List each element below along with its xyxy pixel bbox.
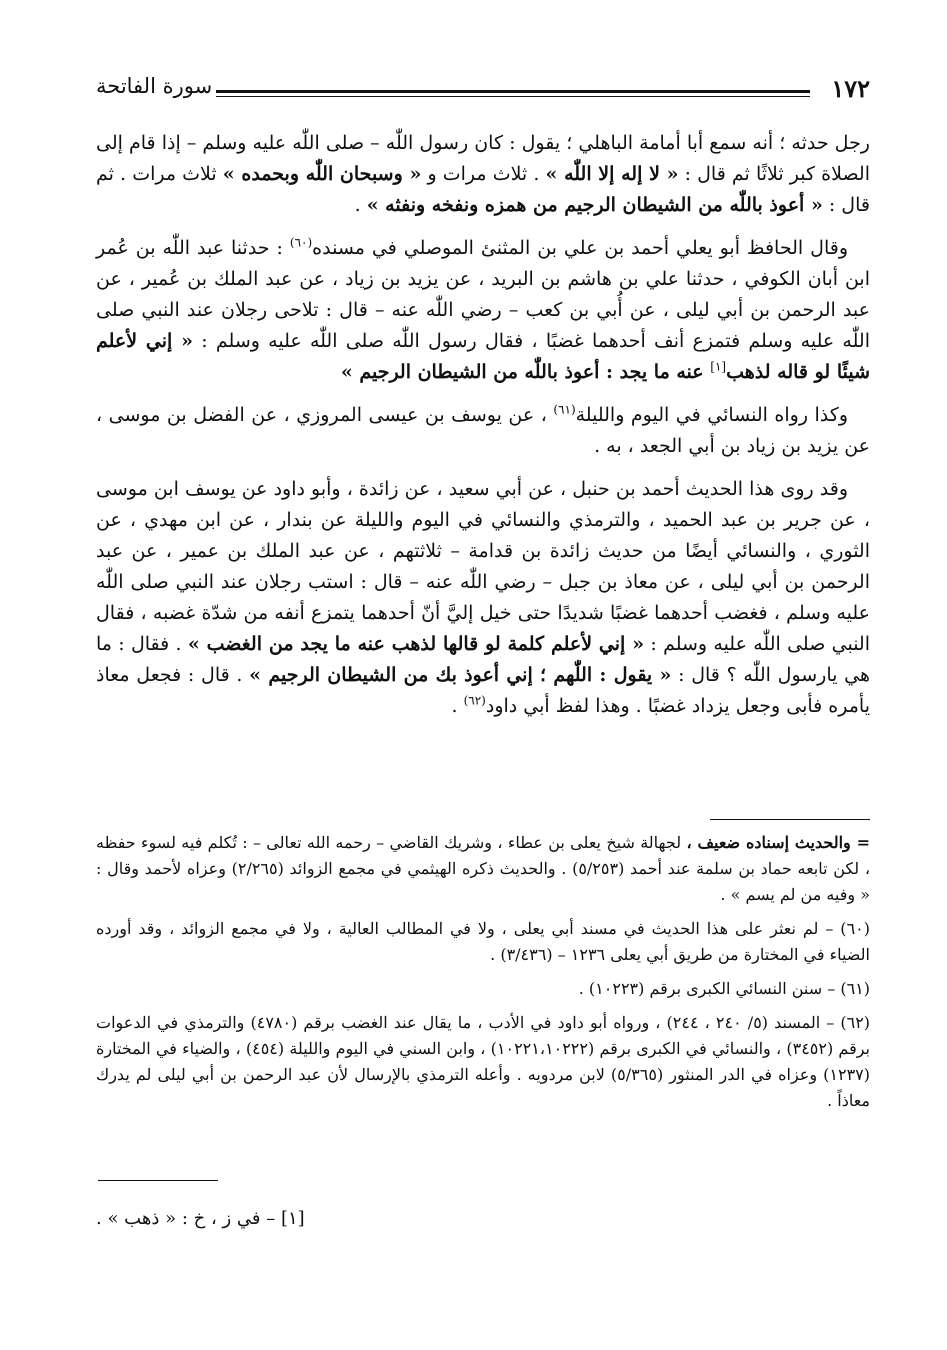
variant-ref-1[interactable]: [١]: [710, 359, 727, 374]
footnote-60: (٦٠) – لم نعثر على هذا الحديث في مسند أبي يعلى ، ولا في المطالب العالية ، ولا في مجمع الزوائد ، وقد أورده الضياء في المختارة من طريق أبي يعلى ١٢٣٦ – (٣/٤٣٦) .: [96, 919, 870, 964]
footnote-separator: [710, 819, 870, 820]
paragraph-1: رجل حدثه ؛ أنه سمع أبا أمامة الباهلي ؛ يقول : كان رسول اللّٰه – صلى اللّٰه عليه وسلم – إذا قام إلى الصلاة كبر ثلاثًا ثم قال : « لا إله إلا اللّٰه » . ثلاث مرات و « وسبحان اللّٰه وبحمده » ثلاث مرات . ثم قال : « أعوذ باللّٰه من الشيطان الرجيم من همزه ونفخه ونفثه » .: [96, 132, 870, 216]
paragraph-4: وقد روى هذا الحديث أحمد بن حنبل ، عن أبي سعيد ، عن زائدة ، وأبو داود عن يوسف ابن موسى ، عن جرير بن عبد الحميد ، والترمذي والنسائي في اليوم والليلة عن بندار ، عن ابن مهدي ، عن الثوري ، والنسائي أيضًا من حديث زائدة بن قدامة – ثلاثتهم ، عن عبد الملك بن عمير ، عن عبد الرحمن بن أبي ليلى ، عن معاذ بن جبل – رضي اللّٰه عنه – قال : استب رجلان عند النبي صلى اللّٰه عليه وسلم ، فغضب أحدهما غضبًا شديدًا حتى خيل إليَّ أنّ أحدهما يتمزع أنفه من شدّة غضبه ، فقال النبي صلى اللّٰه عليه وسلم : « إني لأعلم كلمة لو قالها لذهب عنه ما يجد من الغضب » . فقال : ما هي يارسول اللّٰه ؟ قال : « يقول : اللّٰهم ؛ إني أعوذ بك من الشيطان الرجيم » . قال : فجعل معاذ يأمره فأبى وجعل يزداد غضبًا . وهذا لفظ أبي داود$^{(٦٢)}$ .: [96, 478, 871, 717]
footnotes: [96, 830, 870, 1122]
variant-note: [١] – في ز ، خ : « ذهب » .: [96, 1208, 305, 1229]
paragraph-2: وقال الحافظ أبو يعلي أحمد بن علي بن المثنئ الموصلي في مسنده$^{(٦٠)}$ : حدثنا عبد اللّٰه بن عُمر ابن أبان الكوفي ، حدثنا علي بن هاشم بن البريد ، عن يزيد بن زياد ، عن عبد الملك بن عُمير ، عن عبد الرحمن بن أبي ليلى ، عن أُبي بن كعب – رضي اللّٰه عنه – قال : تلاحى رجلان عند النبي صلى اللّٰه عليه وسلم فتمزع أنف أحدهما غضبًا ، فقال رسول اللّٰه صلى اللّٰه عليه وسلم : « إني لأعلم شيئًا لو قاله لذهب[١] عنه ما يجد : أعوذ باللّٰه من الشيطان الرجيم »: [96, 235, 870, 383]
page-header: [96, 70, 870, 108]
book-page: [96, 68, 870, 1268]
footnote-62: (٦٢) – المسند (٥/ ٢٤٠ ، ٢٤٤) ، ورواه أبو داود في الأدب ، ما يقال عند الغضب برقم (٤٧٨٠) والترمذي في الدعوات برقم (٣٤٥٢) ، والنسائي في الكبرى برقم (١٠٢٢١،١٠٢٢٢) ، وابن السني في اليوم والليلة (٤٥٤) ، والضياء في المختارة (١٢٣٧) وعزاه في الدر المنثور (٥/٣٦٥) لابن مردويه . وأعله الترمذي بالإرسال لأن عبد الرحمن بن أبي ليلى لم يدرك معاذاً .: [96, 1013, 871, 1110]
page-number: ١٧٢: [831, 74, 870, 103]
variant-separator: [98, 1180, 218, 1181]
main-text: [96, 128, 870, 734]
footnote-ref-62[interactable]: (٦٢): [463, 693, 486, 708]
paragraph-3: وكذا رواه النسائي في اليوم والليلة$^{(٦١)}$ ، عن يوسف بن عيسى المروزي ، عن الفضل بن موسى ، عن يزيد بن زياد بن أبي الجعد ، به .: [96, 402, 870, 457]
header-rule: [216, 90, 810, 97]
footnote-61: (٦١) – سنن النسائي الكبرى برقم (١٠٢٢٣) .: [578, 979, 870, 998]
footnote-ref-61[interactable]: (٦١): [553, 402, 576, 417]
footnote-ref-60[interactable]: (٦٠): [289, 235, 313, 250]
footnote-continuation: = والحديث إسناده ضعيف ، لجهالة شيخ يعلى بن عطاء ، وشريك القاضي – رحمه الله تعالى – : تُكلم فيه لسوء حفظه ، لكن تابعه حماد بن سلمة عند أحمد (٥/٢٥٣) . والحديث ذكره الهيثمي في مجمع الزوائد (٢/٢٦٥) وعزاه لأحمد وقال : « وفيه من لم يسم » .: [96, 833, 871, 904]
surah-title: سورة الفاتحة: [96, 74, 213, 98]
